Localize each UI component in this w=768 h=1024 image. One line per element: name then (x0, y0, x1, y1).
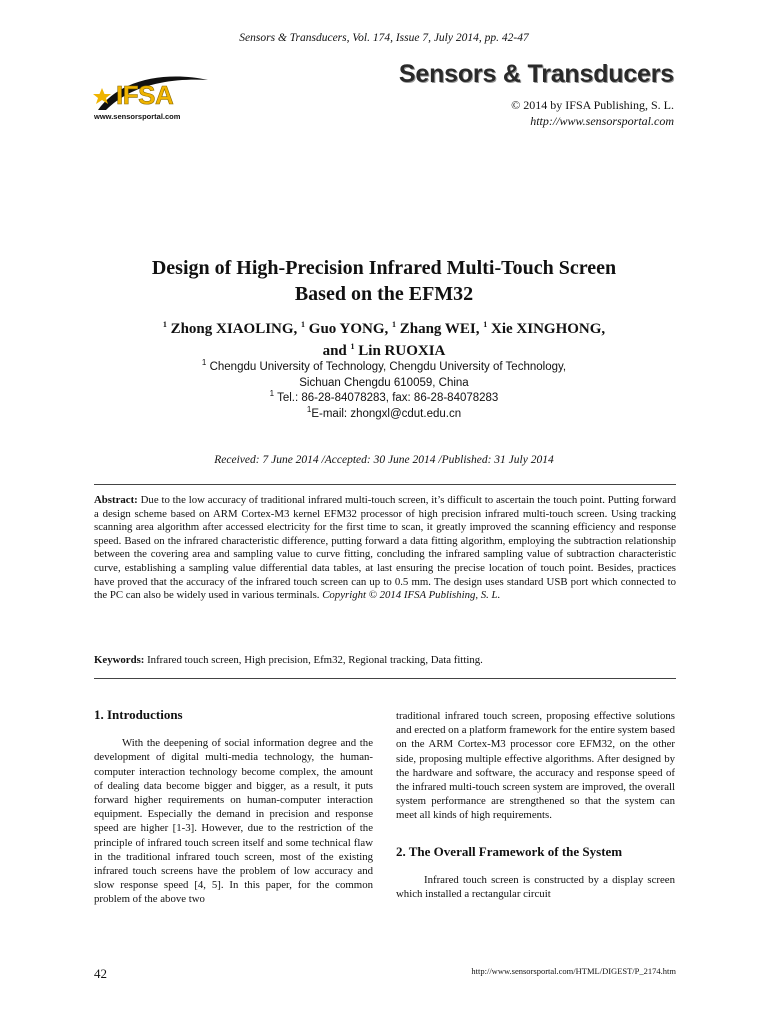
publication-dates: Received: 7 June 2014 /Accepted: 30 June 2014 /Published: 31 July 2014 (214, 454, 554, 466)
logo-url: www.sensorsportal.com (94, 112, 181, 121)
abstract (94, 494, 676, 603)
aff-mark: 1 (483, 320, 488, 329)
affiliation-line-2: Sichuan Chengdu 610059, China (299, 376, 469, 389)
contact-tel: Tel.: 86-28-84078283, fax: 86-28-84078283 (277, 392, 499, 404)
section-1-paragraph-1: With the deepening of social information degree and the development of digital multi-media technology, the human-computer interaction technology become complex, the amount of dealing data become bigger and bigger, as a result, it puts forward higher requirements on human-computer interaction equipment. Especially the demand in precision and response speed are higher [1-3]. However, due to the restriction of the principle of infrared touch screen itself and some technical flaw in the traditional infrared touch screen, most of the existing infrared touch screens have the problem of low accuracy and slow response speed [4, 5]. In this paper, for the common problem of the above two (94, 737, 373, 906)
aff-mark: 1 (201, 358, 207, 368)
section-2-paragraph-1: Infrared touch screen is constructed by a display screen which installed a rectangular circuit (396, 873, 675, 901)
keywords-text: Infrared touch screen, High precision, Efm32, Regional tracking, Data fitting. (144, 654, 483, 666)
right-column (396, 709, 675, 901)
abstract-label: Abstract: (94, 494, 138, 506)
author-5: Lin RUOXIA (358, 343, 446, 359)
logo-text: IFSA (116, 80, 174, 110)
author-2: Guo YONG, (308, 321, 392, 337)
contact-email[interactable]: E-mail: zhongxl@cdut.edu.cn (311, 407, 462, 420)
left-column (94, 708, 373, 907)
page-number: 42 (94, 966, 107, 981)
abstract-copyright: Copyright © 2014 IFSA Publishing, S. L. (322, 589, 501, 602)
paper-title (0, 255, 768, 307)
journal-brand: Sensors & Transducers (398, 60, 674, 88)
abstract-text: Due to the low accuracy of traditional infrared multi-touch screen, it’s difficult to ascertain the touch point. Putting forward a design scheme based on ARM Cortex-M3 kernel EFM32 processor of high precision infrared multi-touch screen. Using tracking scanning area algorithm after accessed electricity for the first time to scan, it greatly improved the scanning efficiency and response speed. Based on the infrared characteristic difference, putting forward a data fitting algorithm, employing the subtraction relationship between the covering area and sampling value to curve fitting, concluding the infrared sampling value of subtraction characteristic curve, establishing a sampling value differential data tables, at last ensuring the precise location of touch point. Besides, practices have proved that the accuracy of the infrared touch screen can up to 0.5 mm. The design uses standard USB port which connected to the PC can also be widely used in various terminals. (94, 494, 676, 602)
author-and: and (322, 343, 351, 359)
section-2-heading: 2. The Overall Framework of the System (396, 843, 623, 859)
author-3: Zhang WEI, (399, 321, 484, 337)
journal-reference: Sensors & Transducers, Vol. 174, Issue 7, July 2014, pp. 42-47 (239, 32, 529, 44)
author-1: Zhong XIAOLING, (170, 321, 302, 337)
aff-mark: 1 (306, 404, 312, 414)
keywords (94, 654, 676, 666)
title-line-2: Based on the EFM32 (294, 283, 474, 305)
title-line-1: Design of High-Precision Infrared Multi-Touch Screen (151, 257, 617, 279)
aff-mark: 1 (350, 342, 355, 351)
aff-mark: 1 (391, 320, 396, 329)
aff-mark: 1 (162, 320, 167, 329)
section-1-continuation: traditional infrared touch screen, proposing effective solutions and erected on a platform framework for the entire system based on the ARM Cortex-M3 processor core EFM32, on the other side, proposing multiple effective algorithms. After designed by the hardware and software, the accuracy and response speed of the infrared multi-touch screen system are improved, the overall system performance are strengthened so that the system can meet all kinds of high requirements. (396, 710, 675, 822)
author-4: Xie XINGHONG, (491, 321, 606, 337)
affiliation-line-1: Chengdu University of Technology, Chengdu University of Technology, (209, 361, 567, 373)
abstract-bottom-rule (94, 678, 676, 679)
keywords-label: Keywords: (94, 654, 145, 666)
publisher-website[interactable]: http://www.sensorsportal.com (530, 114, 674, 128)
author-list (0, 318, 768, 362)
affiliations (0, 360, 768, 422)
aff-mark: 1 (301, 320, 306, 329)
abstract-top-rule (94, 484, 676, 485)
section-1-heading: 1. Introductions (94, 707, 183, 722)
ifsa-logo (92, 70, 212, 130)
publisher-copyright: © 2014 by IFSA Publishing, S. L. (511, 98, 674, 112)
footer-url[interactable]: http://www.sensorsportal.com/HTML/DIGEST/P_2174.htm (471, 966, 676, 976)
aff-mark: 1 (269, 389, 275, 399)
